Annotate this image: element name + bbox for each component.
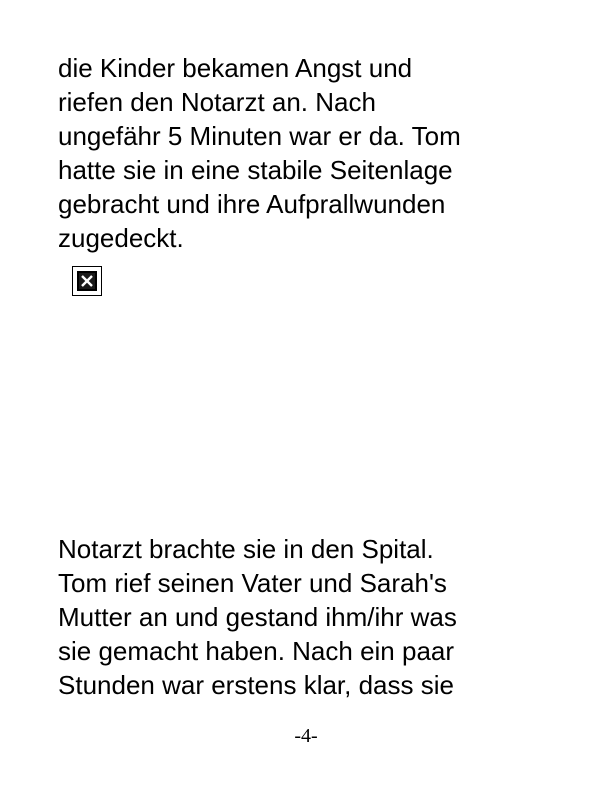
text-line: riefen den Notarzt an. Nach — [58, 87, 376, 117]
text-line: zugedeckt. — [58, 223, 184, 253]
text-line: gebracht und ihre Aufprallwunden — [58, 189, 446, 219]
text-line: hatte sie in eine stabile Seitenlage — [58, 155, 453, 185]
text-line: ungefähr 5 Minuten war er da. Tom — [58, 121, 461, 151]
broken-image-icon — [77, 271, 97, 291]
text-line: Mutter an und gestand ihm/ihr was — [58, 602, 457, 632]
text-line: sie gemacht haben. Nach ein paar — [58, 636, 455, 666]
text-line: Stunden war erstens klar, dass sie — [58, 670, 454, 700]
text-line: Notarzt brachte sie in den Spital. — [58, 534, 434, 564]
text-line: Tom rief seinen Vater und Sarah's — [58, 568, 447, 598]
text-line: die Kinder bekamen Angst und — [58, 53, 413, 83]
page-number: -4- — [294, 725, 318, 747]
broken-image-placeholder — [72, 266, 102, 296]
